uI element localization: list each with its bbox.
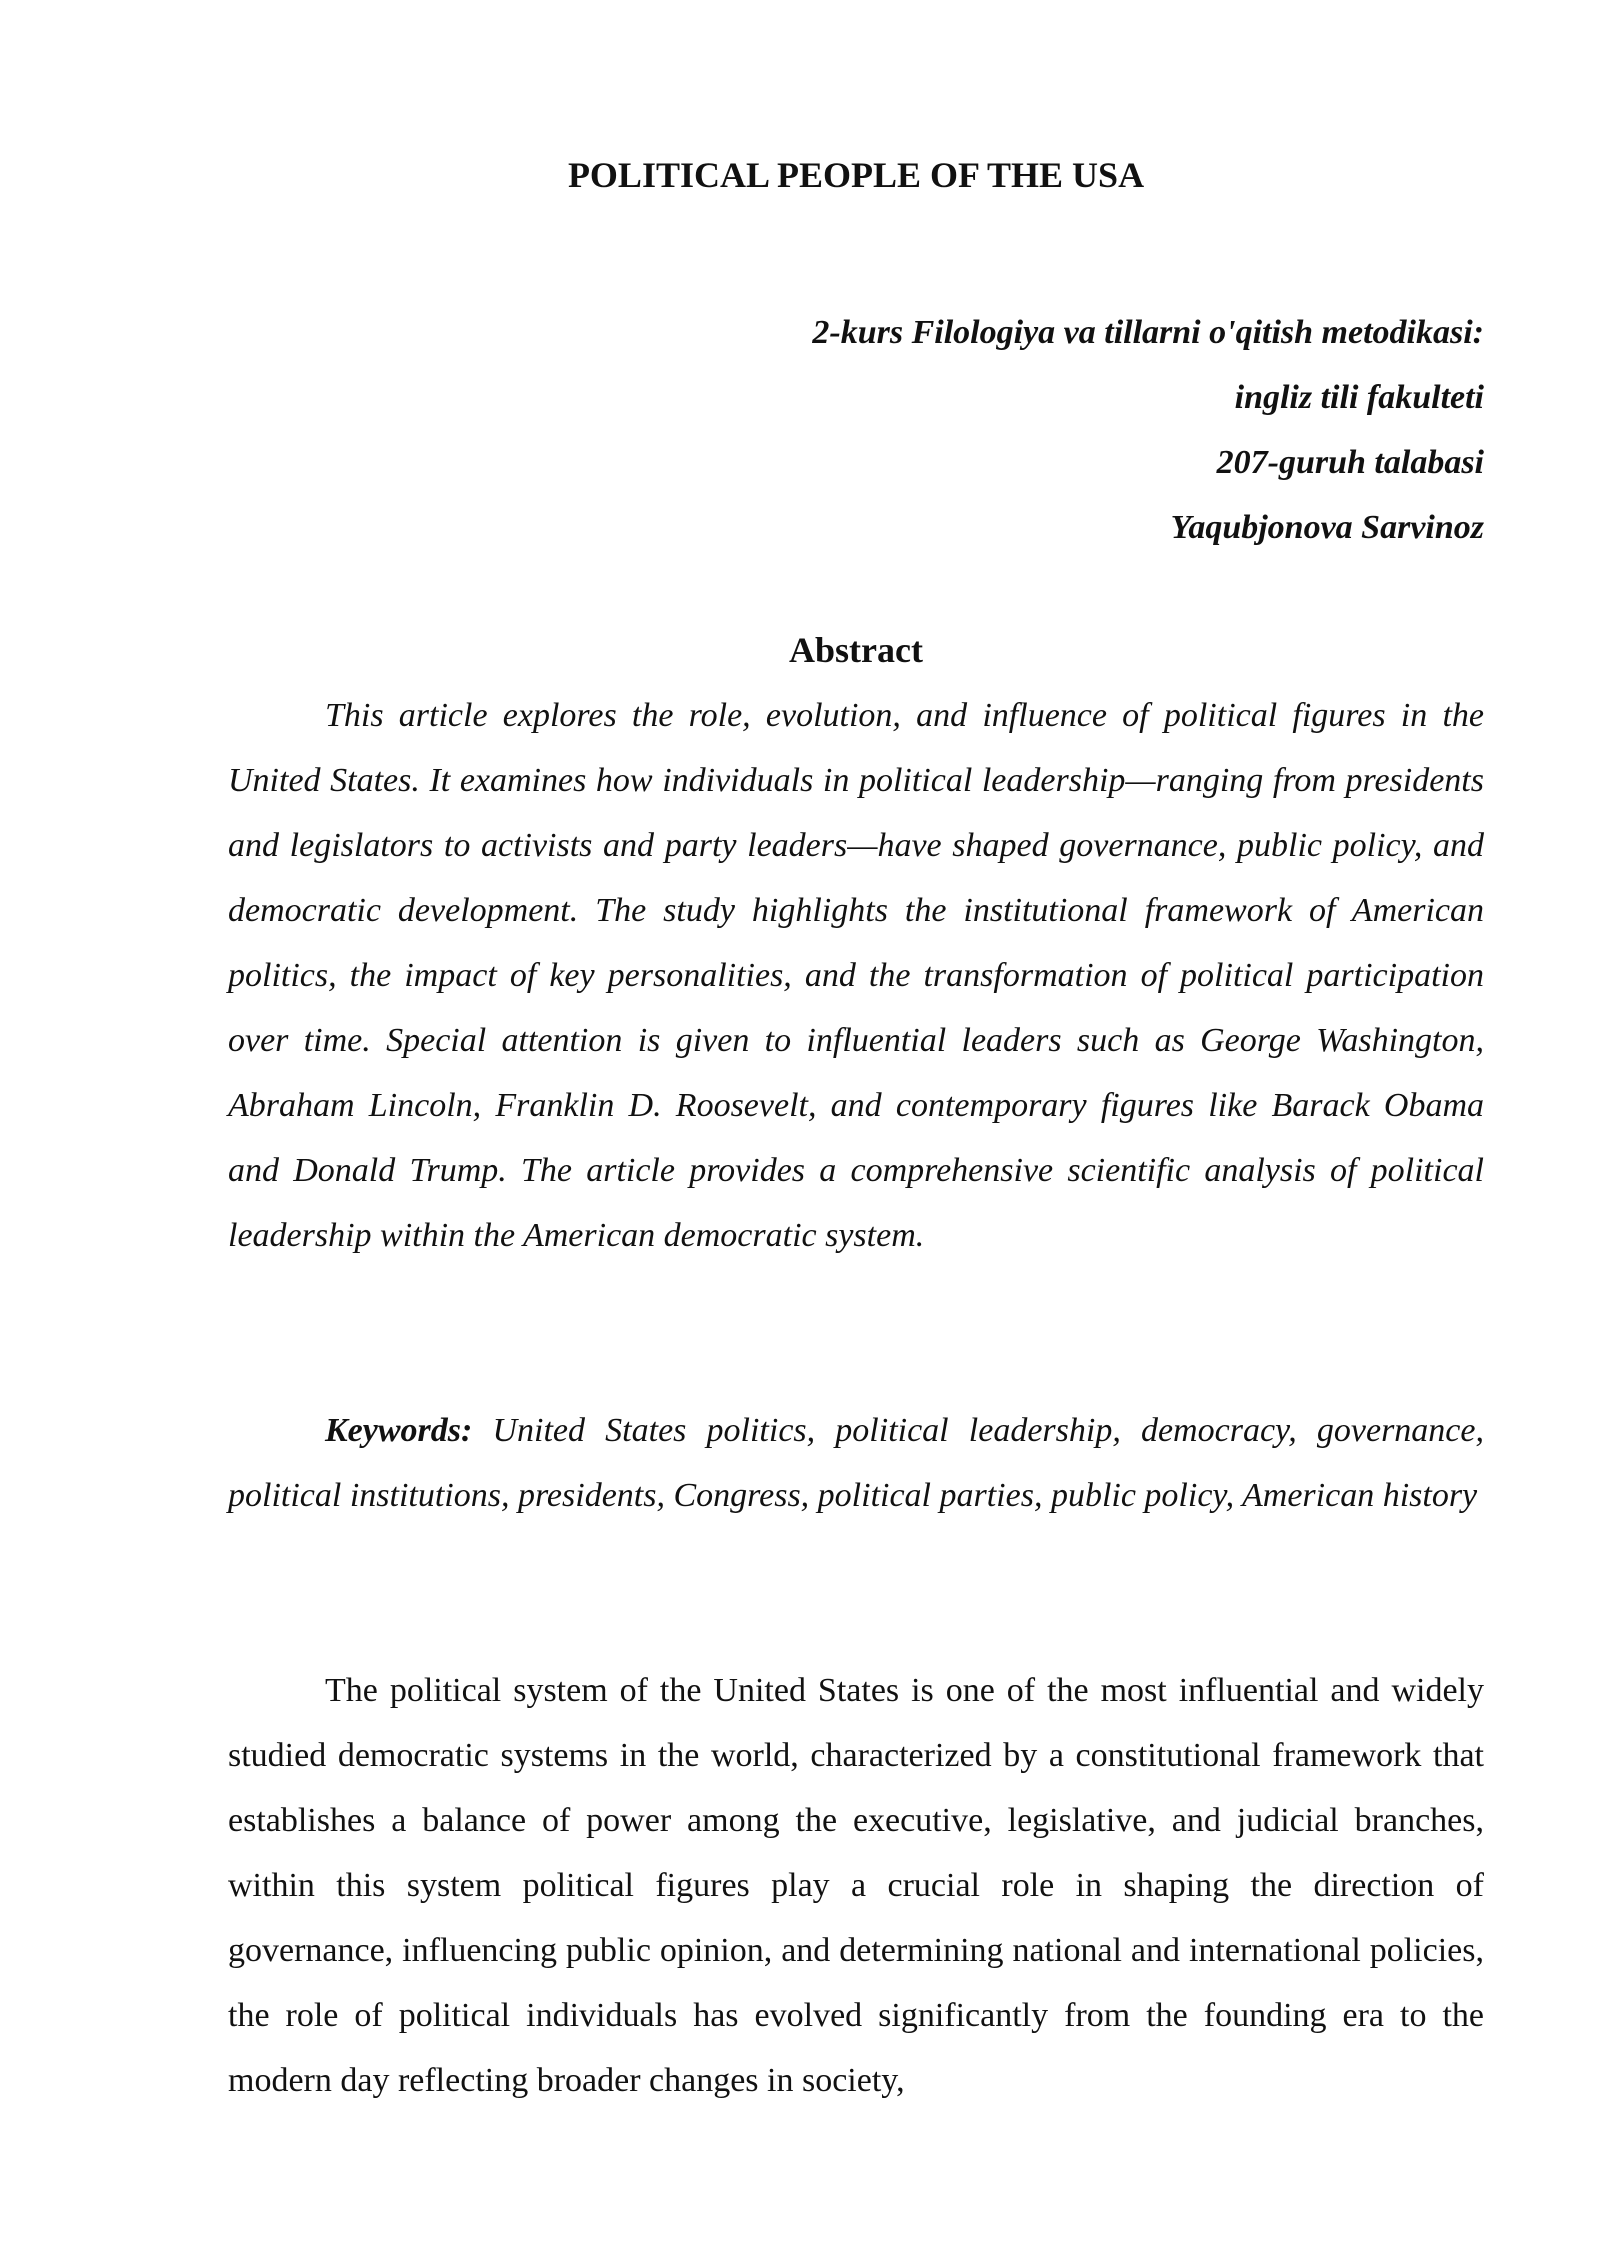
keywords-label: Keywords: [325, 1412, 473, 1449]
author-faculty-line: ingliz tili fakulteti [1234, 379, 1484, 416]
author-name-line: Yaqubjonova Sarvinoz [1170, 509, 1484, 546]
body-paragraph: The political system of the United States is one of the most influential and widely studied democratic systems in the world, characterized by a constitutional framework that establishes a balance of power among the executive, legislative, and judicial branches, within this system political figures play a crucial role in shaping the direction of governance, influencing public opinion, and determining national and international policies, the role of political individuals has evolved significantly from the founding era to the modern day reflecting broader changes in society, [228, 1672, 1484, 2099]
abstract-paragraph: This article explores the role, evolution, and influence of political figures in the United States. It examines how individuals in political leadership—ranging from presidents and legislators to activists and party leaders—have shaped governance, public policy, and democratic development. The study highlights the institutional framework of American politics, the impact of key personalities, and the transformation of political participation over time. Special attention is given to influential leaders such as George Washington, Abraham Lincoln, Franklin D. Roosevelt, and contemporary figures like Barack Obama and Donald Trump. The article provides a comprehensive scientific analysis of political leadership within the American democratic system. [228, 697, 1484, 1254]
author-info [228, 300, 1484, 560]
keywords-list: United States politics, political leadership, democracy, governance, political institutions, presidents, Congress, political parties, public policy, American history [228, 1412, 1484, 1514]
keywords-paragraph [228, 1398, 1484, 1528]
document-title: POLITICAL PEOPLE OF THE USA [567, 155, 1145, 195]
abstract-heading: Abstract [789, 630, 923, 670]
author-group-line: 207-guruh talabasi [1216, 444, 1484, 481]
author-course-line: 2-kurs Filologiya va tillarni o'qitish metodikasi: [812, 314, 1484, 351]
